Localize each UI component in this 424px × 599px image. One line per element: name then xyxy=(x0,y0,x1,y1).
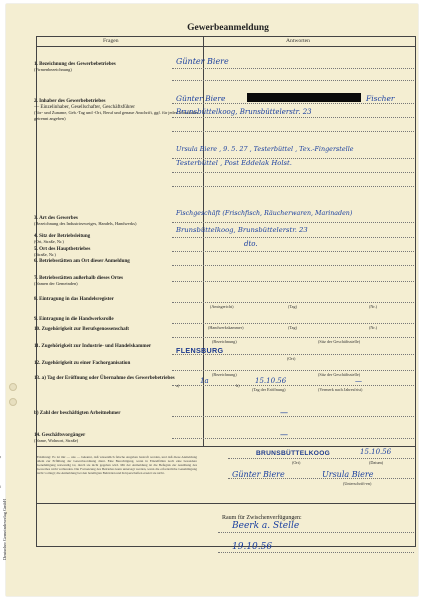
footer-rule xyxy=(36,446,416,447)
answer-line xyxy=(172,337,414,338)
question-6: 6. Betriebsstätten am Ort dieser Anmeldung xyxy=(34,258,130,264)
signature-rule xyxy=(36,503,416,504)
answer-sitz: Brunsbüttelkoog, Brunsbüttelerstr. 23 xyxy=(176,226,308,234)
question-2: 2. Inhaber des Gewerbebetriebes — Einzelinhaber, Gesellschafter, Geschäftsführer (Vor- und Zuname, Geb.-Tag und -Ort, Beruf und genaue Anschrift, ggf. für jeden Mitinhaber getrennt angeben) xyxy=(34,98,199,122)
caption-handwerkskammer: (Handwerkskammer) xyxy=(208,325,244,330)
caption-bezeichnung: (Bezeichnung) xyxy=(212,372,237,377)
caption-datum: (Datum) xyxy=(369,460,384,465)
answer-vermerk-dash: — xyxy=(355,377,362,385)
question-1: 1. Bezeichnung des Gewerbebetriebes (Firmenbezeichnung) xyxy=(34,61,116,73)
answer-line xyxy=(172,237,414,238)
caption-a: a) xyxy=(176,383,180,388)
answer-line xyxy=(172,385,414,386)
answer-art-des-gewerbes: Fischgeschäft (Frischfisch, Räucherwaren, Marinaden) xyxy=(176,210,353,217)
answer-inhaber-1-name: Günter Biere xyxy=(176,94,226,103)
question-12: 12. Zugehörigkeit zu einer Fachorganisation xyxy=(34,360,131,366)
question-7: 7. Betriebsstätten außerhalb dieses Ortes (Namen der Gemeinden) xyxy=(34,275,124,287)
column-header-answers: Antworten xyxy=(286,38,310,44)
caption-unterschrift: (Unterschrift-en) xyxy=(343,481,372,486)
question-3: 3. Art des Gewerbes (Bezeichnung des Industriezweiges, Handels, Handwerks) xyxy=(34,215,137,227)
answer-line xyxy=(228,458,414,459)
answer-datum: 15.10.56 xyxy=(360,448,392,456)
answer-line xyxy=(172,186,414,187)
answer-line xyxy=(218,532,414,533)
header-rule xyxy=(36,46,416,47)
redaction-bar xyxy=(247,93,361,102)
question-13a: 13. a) Tag der Eröffnung oder Übernahme des Gewerbebetriebes xyxy=(34,375,175,381)
interim-note-2: 19.10.56 xyxy=(232,542,273,552)
answer-line xyxy=(172,131,414,132)
signature-ursula: Ursula Biere xyxy=(322,470,374,479)
answer-inhaber-2-address: Testerbüttel , Post Eddelak Holst. xyxy=(176,159,292,167)
signature-guenter: Günter Biere xyxy=(232,470,285,479)
question-13b: b) Zahl der beschäftigten Arbeitnehmer xyxy=(34,410,121,416)
caption-b: b) xyxy=(236,383,240,388)
interim-notes-label: Raum für Zwischenverfügungen: xyxy=(222,515,302,521)
answer-line xyxy=(172,251,414,252)
caption-ort2: (Ort) xyxy=(292,460,301,465)
question-10: 10. Zugehörigkeit zur Berufsgenossenschaft xyxy=(34,326,130,332)
answer-eroeffnung-b: 15.10.56 xyxy=(255,377,287,385)
answer-inhaber-2-details: Ursula Biere , 9. 5. 27 , Testerbüttel , Tex.-Fingerstelle xyxy=(176,145,354,153)
answer-line xyxy=(218,552,414,553)
declaration-text: Erklärung: Es ist mir — uns — bekannt, daß wissentlich falsche Angaben bestraft werden, und daß diese Anmeldung allein zur Erfüllung der Gewerbeordnung dient. Eine Berechtigung, wenn in Einzelfällen noch eine besondere Genehmigung notwendig ist, durch sie nicht gegeben wird. Mit der Anmeldung ist die Befugnis zur Ausübung des Gewerbes nicht verbunden. Die Fortsetzung des Betriebes kann untersagt werden, wenn die erforderliche Genehmigung nicht vorliegt; die Anmeldung bei den beteiligten Behörden und Körperschaften ersetzt sie nicht. xyxy=(37,455,197,476)
answer-line xyxy=(172,222,414,223)
answer-line xyxy=(172,370,414,371)
ort-stamp: BRUNSBÜTTELKOOG xyxy=(256,450,331,457)
question-8: 8. Eintragung in das Handelsregister xyxy=(34,296,114,302)
answer-line xyxy=(172,416,414,417)
caption-vermerk: (Vermerk nach Jahresfrist) xyxy=(318,387,363,392)
answer-line xyxy=(172,323,414,324)
question-14: 14. Geschäftsvorgänger (Name, Wohnort, Straße) xyxy=(34,432,86,444)
question-11: 11. Zugehörigkeit zur Industrie- und Handelskammer xyxy=(34,343,152,349)
answer-inhaber-1-beruf: Fischer xyxy=(366,94,395,103)
answer-arbeitnehmer: — xyxy=(280,408,288,417)
question-9: 9. Eintragung in die Handwerksrolle xyxy=(34,316,114,322)
answer-ihk-stamp: FLENSBURG xyxy=(176,346,224,355)
answer-line xyxy=(172,172,414,173)
answer-vorgaenger: — xyxy=(280,430,288,439)
caption-bezeichnung: (Bezeichnung) xyxy=(212,339,237,344)
answer-line xyxy=(172,265,414,266)
caption-ort: (Ort) xyxy=(287,356,296,361)
punch-hole xyxy=(9,398,17,406)
caption-sitz: (Sitz der Geschäftsstelle) xyxy=(318,372,361,377)
caption-nr: (Nr.) xyxy=(369,325,378,330)
answer-eroeffnung-a: 1a xyxy=(200,377,209,385)
answer-line xyxy=(172,117,414,118)
question-5: 5. Ort des Hauptbetriebes (Straße, Nr.) xyxy=(34,246,91,258)
answer-inhaber-1-address: Brunsbüttelkoog, Brunsbüttelerstr. 23 xyxy=(176,108,312,116)
answer-line xyxy=(172,103,414,104)
side-print: Deutscher Gemeindeverlag GmbH xyxy=(2,499,7,560)
answer-line xyxy=(172,68,414,69)
question-4: 4. Sitz der Betriebsleitung (Ort, Straße, Nr.) xyxy=(34,233,91,245)
caption-nr: (Nr.) xyxy=(369,304,378,309)
caption-amtsgericht: (Amtsgericht) xyxy=(210,304,234,309)
caption-eroeffnung: (Tag der Eröffnung) xyxy=(252,387,286,392)
caption-tag: (Tag) xyxy=(288,304,298,309)
answer-line xyxy=(172,281,414,282)
answer-hauptbetrieb: dto. xyxy=(244,240,258,248)
punch-hole xyxy=(9,383,17,391)
column-header-questions: Fragen xyxy=(103,38,119,44)
caption-tag: (Tag) xyxy=(288,325,298,330)
form-title: Gewerbeanmeldung xyxy=(187,23,269,33)
answer-line xyxy=(172,438,414,439)
interim-note-1: Beerk a. Stelle xyxy=(232,521,300,531)
answer-firma: Günter Biere xyxy=(176,57,229,66)
answer-line xyxy=(172,302,414,303)
caption-sitz: (Sitz der Geschäftsstelle) xyxy=(318,339,361,344)
answer-line xyxy=(172,80,414,81)
